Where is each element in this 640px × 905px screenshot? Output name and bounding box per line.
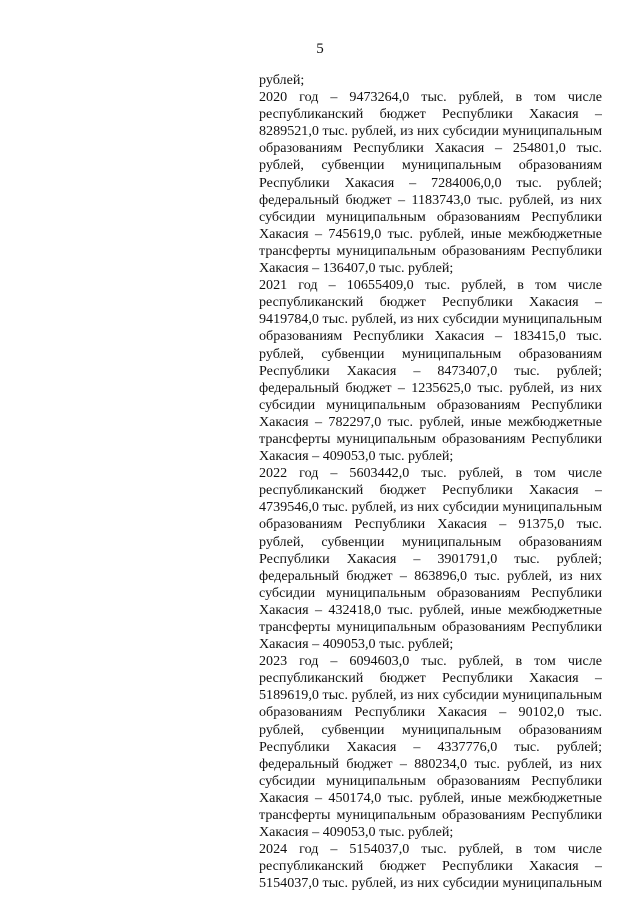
text-line: федеральный бюджет – 863896,0 тыс. рублей, из них — [259, 567, 602, 584]
text-line: рублей; — [259, 72, 305, 88]
document-body — [259, 72, 602, 893]
text-line: 9419784,0 тыс. рублей, из них субсидии муниципальным — [259, 311, 602, 328]
text-line: Хакасия – 745619,0 тыс. рублей, иные межбюджетные — [259, 225, 602, 242]
text-line: республиканский бюджет Республики Хакасия – — [259, 106, 602, 123]
text-line: рублей, субвенции муниципальным образованиям — [259, 345, 602, 362]
text-line: рублей, субвенции муниципальным образованиям — [259, 533, 602, 550]
text-line: трансферты муниципальным образованиям Республики — [259, 619, 602, 635]
text-line: 5154037,0 тыс. рублей, из них субсидии муниципальным — [259, 875, 602, 892]
text-line: Хакасия – 136407,0 тыс. рублей; — [259, 260, 454, 277]
text-line: рублей, субвенции муниципальным образованиям — [259, 157, 602, 174]
text-line: Хакасия – 450174,0 тыс. рублей, иные межбюджетные — [259, 789, 602, 806]
text-line: федеральный бюджет – 880234,0 тыс. рублей, из них — [259, 755, 602, 772]
text-line: рублей, субвенции муниципальным образованиям — [259, 721, 602, 738]
text-line: Республики Хакасия – 4337776,0 тыс. рублей; — [259, 738, 602, 755]
text-line: Республики Хакасия – 3901791,0 тыс. рублей; — [259, 550, 602, 567]
text-line: Хакасия – 432418,0 тыс. рублей, иные межбюджетные — [259, 601, 602, 618]
text-line: республиканский бюджет Республики Хакасия – — [259, 858, 602, 875]
text-line: субсидии муниципальным образованиям Республики — [259, 584, 602, 601]
text-line: трансферты муниципальным образованиям Республики — [259, 242, 602, 259]
text-line: образованиям Республики Хакасия – 91375,0 тыс. — [259, 516, 602, 533]
text-line: образованиям Республики Хакасия – 90102,0 тыс. — [259, 704, 602, 721]
text-line: федеральный бюджет – 1183743,0 тыс. рублей, из них — [259, 191, 602, 208]
text-line: республиканский бюджет Республики Хакасия – — [259, 294, 602, 311]
text-line: трансферты муниципальным образованиям Республики — [259, 807, 602, 824]
text-line: образованиям Республики Хакасия – 254801,0 тыс. — [259, 140, 602, 157]
text-line: субсидии муниципальным образованиям Республики — [259, 396, 602, 413]
text-line: 2021 год – 10655409,0 тыс. рублей, в том числе — [259, 277, 602, 294]
text-line: 8289521,0 тыс. рублей, из них субсидии муниципальным — [259, 123, 602, 140]
text-line: 2024 год – 5154037,0 тыс. рублей, в том числе — [259, 841, 602, 858]
text-line: республиканский бюджет Республики Хакасия – — [259, 670, 602, 687]
text-line: трансферты муниципальным образованиям Республики — [259, 430, 602, 447]
text-line: 4739546,0 тыс. рублей, из них субсидии муниципальным — [259, 499, 602, 516]
text-line: Республики Хакасия – 8473407,0 тыс. рублей; — [259, 362, 602, 379]
text-line: Хакасия – 409053,0 тыс. рублей; — [259, 636, 454, 653]
text-line: 5189619,0 тыс. рублей, из них субсидии муниципальным — [259, 687, 602, 704]
text-line: 2023 год – 6094603,0 тыс. рублей, в том числе — [259, 653, 602, 670]
text-line: Хакасия – 409053,0 тыс. рублей; — [259, 824, 454, 841]
text-line: субсидии муниципальным образованиям Республики — [259, 208, 602, 225]
text-line: 2020 год – 9473264,0 тыс. рублей, в том числе — [259, 89, 602, 106]
text-line: 2022 год – 5603442,0 тыс. рублей, в том числе — [259, 465, 602, 482]
text-line: республиканский бюджет Республики Хакасия – — [259, 482, 602, 499]
text-line: субсидии муниципальным образованиям Республики — [259, 772, 602, 789]
text-line: Республики Хакасия – 7284006,0,0 тыс. рублей; — [259, 174, 602, 191]
text-line: федеральный бюджет – 1235625,0 тыс. рублей, из них — [259, 379, 602, 396]
page-number: 5 — [316, 41, 324, 57]
text-line: Хакасия – 782297,0 тыс. рублей, иные межбюджетные — [259, 413, 602, 430]
text-line: Хакасия – 409053,0 тыс. рублей; — [259, 448, 454, 465]
text-line: образованиям Республики Хакасия – 183415,0 тыс. — [259, 328, 602, 345]
